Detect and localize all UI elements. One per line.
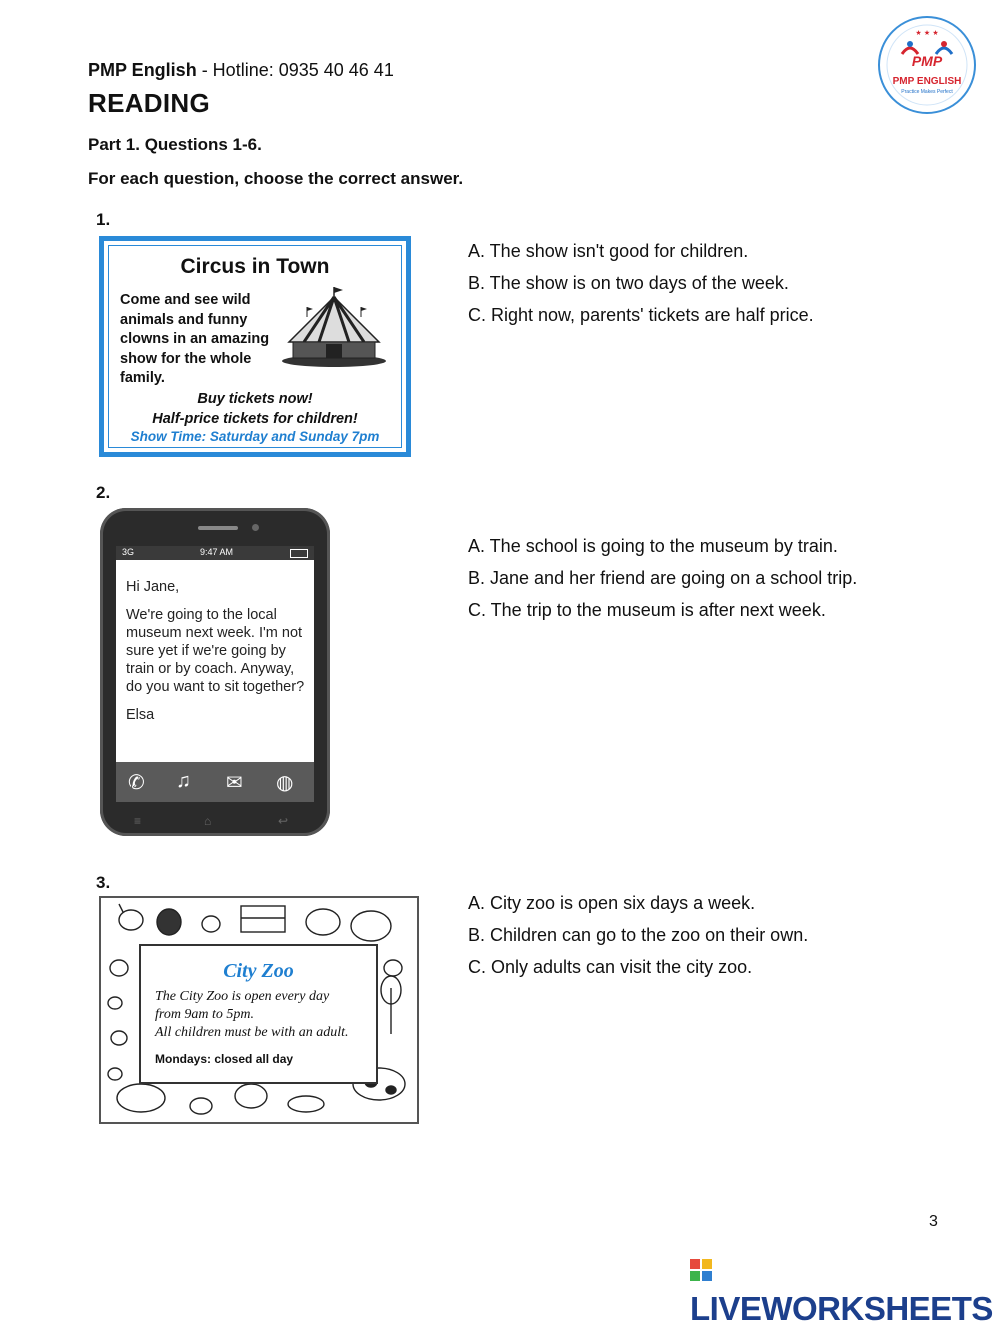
circus-show-time: Show Time: Saturday and Sunday 7pm (130, 429, 380, 444)
clock: 9:47 AM (200, 547, 234, 557)
option-c[interactable]: C. The trip to the museum is after next week. (468, 600, 826, 620)
message-body: We're going to the local museum next week. I'm not sure yet if we're going by train or by coach. Anyway, do you want to sit together? (126, 607, 305, 695)
circus-title: Circus in Town (180, 255, 330, 278)
option-c[interactable]: C. Only adults can visit the city zoo. (468, 957, 753, 977)
phone-speaker (198, 526, 238, 530)
header-line (88, 60, 394, 81)
question-1-number: 1. (96, 210, 111, 229)
message-greeting: Hi Jane, (126, 579, 180, 595)
circus-buy: Buy tickets now! (197, 391, 313, 407)
music-icon: ♫ (176, 770, 191, 792)
zoo-notice (99, 896, 419, 1124)
phone-screen (116, 546, 314, 802)
menu-icon: ≡ (134, 814, 142, 828)
zoo-body (155, 988, 349, 1042)
logo-tagline: Practice Makes Perfect (901, 89, 953, 95)
svg-text:★ ★ ★: ★ ★ ★ (915, 29, 939, 37)
part-heading: Part 1. Questions 1-6. (88, 135, 262, 154)
home-icon: ⌂ (204, 814, 212, 828)
back-icon: ↩ (278, 814, 289, 828)
circus-tent-icon (279, 287, 389, 367)
status-bar (116, 546, 314, 560)
pmp-logo-graphic (880, 18, 974, 112)
zoo-panel (139, 944, 378, 1084)
zoo-line-1: The City Zoo is open every day (155, 989, 330, 1004)
circus-offer (104, 389, 406, 429)
brand-name: PMP English (88, 60, 197, 80)
message-sign: Elsa (126, 707, 155, 723)
option-b[interactable]: B. The show is on two days of the week. (468, 273, 789, 293)
app-bar (116, 762, 314, 802)
circus-notice (99, 236, 411, 457)
option-a[interactable]: A. The show isn't good for children. (468, 241, 749, 261)
option-b[interactable]: B. Children can go to the zoo on their own. (468, 925, 809, 945)
zoo-line-2: from 9am to 5pm. (155, 1007, 255, 1022)
zoo-title: City Zoo (223, 960, 294, 982)
signal: 3G (122, 547, 135, 557)
question-2-number: 2. (96, 483, 111, 502)
instruction: For each question, choose the correct answer. (88, 169, 464, 188)
option-a[interactable]: A. The school is going to the museum by train. (468, 536, 838, 556)
question-2-options (468, 530, 857, 626)
hotline: - Hotline: 0935 40 46 41 (196, 60, 394, 80)
circus-half-price: Half-price tickets for children! (152, 411, 358, 427)
section-title: READING (88, 88, 210, 118)
message-text (126, 578, 311, 734)
phone-camera (252, 524, 259, 531)
option-a[interactable]: A. City zoo is open six days a week. (468, 893, 756, 913)
logo-text: PMP ENGLISH (892, 76, 962, 87)
question-3-number: 3. (96, 873, 111, 892)
phone-message (100, 508, 330, 836)
phone-icon: ✆ (128, 772, 145, 794)
zoo-closed: Mondays: closed all day (155, 1052, 294, 1066)
pmp-logo (878, 16, 976, 114)
page-number: 3 (929, 1213, 938, 1230)
liveworksheets-text: LIVEWORKSHEETS (690, 1290, 993, 1327)
phone-nav-bar (124, 814, 306, 826)
mail-icon: ✉ (226, 772, 243, 794)
liveworksheets-logo (690, 1252, 1000, 1328)
battery-icon (290, 549, 308, 558)
option-c[interactable]: C. Right now, parents' tickets are half price. (468, 305, 814, 325)
globe-icon: ◍ (276, 772, 294, 794)
question-1-options (468, 235, 814, 331)
cubes-icon (690, 1259, 712, 1281)
circus-body: Come and see wild animals and funny clowns in an amazing show for the whole family. (120, 292, 270, 386)
zoo-line-3: All children must be with an adult. (155, 1025, 349, 1040)
logo-monogram: PMP (911, 53, 943, 69)
option-b[interactable]: B. Jane and her friend are going on a school trip. (468, 568, 858, 588)
question-3-options (468, 887, 808, 983)
